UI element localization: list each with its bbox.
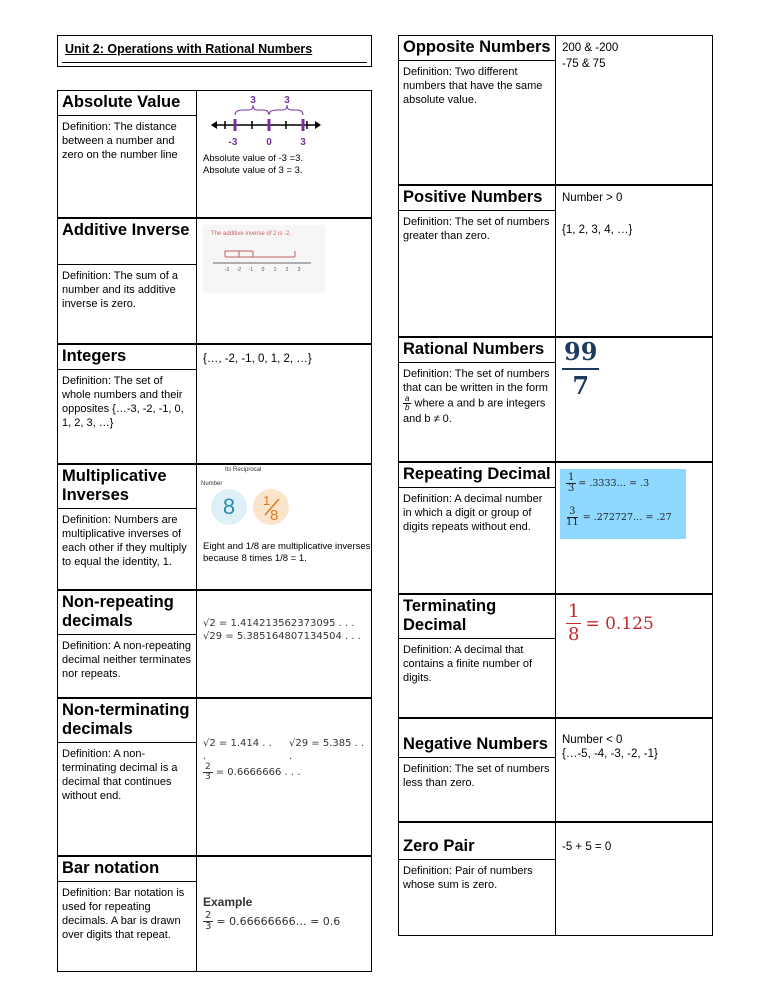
- rational-example-cell: [556, 337, 713, 462]
- additive-inverse-image-title: The additive inverse of 2 is -2.: [211, 231, 292, 237]
- nl-top-right-label: 3: [284, 95, 290, 106]
- non-repeating-term: Non-repeating decimals: [58, 593, 196, 635]
- svg-text:8: 8: [270, 507, 279, 524]
- rational-numbers-row: [398, 337, 713, 462]
- absolute-value-row: [57, 90, 372, 218]
- positive-definition: Definition: The set of numbers greater than zero.: [403, 216, 550, 242]
- abs-caption-1: Absolute value of -3 =3.: [203, 153, 304, 164]
- terminating-term: Terminating Decimal: [399, 597, 555, 639]
- zero-pair-example: -5 + 5 = 0: [562, 841, 612, 853]
- negative-example-2: {…-5, -4, -3, -2, -1}: [562, 748, 658, 760]
- ai-tick-0: -3: [224, 267, 230, 273]
- positive-term-cell: [398, 185, 556, 337]
- number-circle: [211, 489, 247, 525]
- non-repeating-line-1: √2 = 1.414213562373095 . . .: [203, 618, 355, 629]
- ai-tick-5: 2: [285, 267, 289, 273]
- ai-tick-4: 1: [273, 267, 277, 273]
- repeating-eq-1: = .3333… = .3: [578, 478, 650, 489]
- terminating-equation: = 0.125: [585, 613, 654, 634]
- bar-notation-term: Bar notation: [58, 859, 196, 882]
- rational-term: Rational Numbers: [399, 340, 555, 363]
- rational-term-cell: Rational Numbers Definition: The set of numbers that can be written in the form $\frac{a}{b}$ where a and b are integers and b ≠ 0.: [398, 337, 556, 462]
- unit-header: [57, 35, 372, 67]
- positive-example-2: {1, 2, 3, 4, …}: [562, 224, 633, 236]
- opposite-term: Opposite Numbers: [399, 38, 555, 61]
- non-terminating-definition: Definition: A non-terminating decimal is a decimal that continues without end.: [62, 748, 178, 802]
- additive-inverse-example-cell: [197, 218, 372, 344]
- repeating-term-cell: [398, 462, 556, 594]
- nl-pos-label: 3: [300, 137, 306, 148]
- additive-inverse-definition: Definition: The sum of a number and its additive inverse is zero.: [62, 270, 178, 310]
- integers-term: Integers: [58, 347, 196, 370]
- bar-notation-definition: Definition: Bar notation is used for repeating decimals. A bar is drawn over digits that repeat.: [62, 887, 185, 941]
- multiplicative-inverses-term-cell: [57, 464, 197, 590]
- non-repeating-row: [57, 590, 372, 698]
- non-repeating-term-cell: [57, 590, 197, 698]
- bar-notation-example-cell: Example $\frac{2}{3}$ = 0.66666666… = 0.6: [197, 856, 372, 972]
- ai-tick-1: -2: [236, 267, 242, 273]
- absolute-value-term-cell: [57, 90, 197, 218]
- repeating-decimal-row: [398, 462, 713, 594]
- positive-term: Positive Numbers: [399, 188, 555, 211]
- recip-label: Its Reciprocal: [225, 467, 262, 473]
- additive-inverse-row: [57, 218, 372, 344]
- additive-inverse-number-line: [203, 239, 325, 279]
- absolute-value-term: Absolute Value: [58, 93, 196, 116]
- rational-definition-a: Definition: The set of numbers that can be written in the form: [403, 368, 550, 394]
- reciprocal-circle: [253, 489, 289, 525]
- multiplicative-inverses-term: Multiplicative Inverses: [58, 467, 196, 509]
- multiplicative-inverses-row: [57, 464, 372, 590]
- absolute-value-example-cell: [197, 90, 372, 218]
- opposite-example-cell: [556, 35, 713, 185]
- svg-text:1: 1: [263, 493, 271, 508]
- opposite-term-cell: [398, 35, 556, 185]
- non-repeating-line-2: √29 = 5.385164807134504 . . .: [203, 631, 361, 642]
- multiplicative-inverses-example-cell: [197, 464, 372, 590]
- additive-inverse-image: [203, 225, 325, 293]
- nl-neg-label: -3: [228, 137, 238, 148]
- bar-example-title: Example: [203, 895, 253, 909]
- non-terminating-line-1a: √2 = 1.414 . . .: [203, 738, 272, 762]
- integers-definition: Definition: The set of whole numbers and their opposites {…-3, -2, -1, 0, 1, 2, 3, …}: [62, 375, 184, 429]
- abs-caption-2: Absolute value of 3 = 3.: [203, 165, 303, 176]
- positive-example-cell: [556, 185, 713, 337]
- number-line-diagram: [205, 93, 325, 151]
- non-terminating-example-cell: √2 = 1.414 . . . √29 = 5.385 . . . $\frac{2}{3}$ = 0.6666666 . . .: [197, 698, 372, 856]
- zero-pair-definition: Definition: Pair of numbers whose sum is zero.: [403, 865, 533, 891]
- rational-denominator: 7: [572, 371, 590, 400]
- additive-inverse-term-cell: [57, 218, 197, 344]
- negative-term: Negative Numbers: [399, 735, 555, 758]
- negative-example-1: Number < 0: [562, 734, 623, 746]
- multiplicative-caption: Eight and 1/8 are multiplicative inverses because 8 times 1/8 = 1.: [203, 541, 371, 564]
- repeating-term: Repeating Decimal: [399, 465, 555, 488]
- zero-pair-row: [398, 822, 713, 936]
- rational-fraction: [562, 337, 599, 400]
- opposite-definition: Definition: Two different numbers that have the same absolute value.: [403, 66, 543, 106]
- integers-example: {…, -2, -1, 0, 1, 2, …}: [203, 353, 312, 365]
- negative-numbers-row: [398, 718, 713, 822]
- bar-example-equation: = 0.66666666… = 0.6: [216, 915, 341, 928]
- rational-definition-b: where a and b are integers and b ≠ 0.: [403, 397, 546, 425]
- nl-zero-label: 0: [266, 137, 272, 148]
- absolute-value-definition: Definition: The distance between a number and zero on the number line: [62, 121, 178, 161]
- opposite-numbers-row: [398, 35, 713, 185]
- terminating-decimal-row: [398, 594, 713, 718]
- multiplicative-inverses-definition: Definition: Numbers are multiplicative inverses of each other if they multiply to equal the identity, 1.: [62, 514, 187, 568]
- non-terminating-line-2: = 0.6666666 . . .: [215, 767, 301, 778]
- non-repeating-definition: Definition: A non-repeating decimal neither terminates nor repeats.: [62, 640, 192, 680]
- ai-tick-6: 3: [297, 267, 301, 273]
- repeating-eq-2: = .272727… = .27: [582, 512, 672, 523]
- bar-notation-term-cell: [57, 856, 197, 972]
- integers-example-cell: [197, 344, 372, 464]
- repeating-decimal-image: $\frac{1}{3}$ = .3333… = .3 $\frac{3}{11}$ = .272727… = .27: [560, 469, 686, 539]
- non-terminating-line-1b: √29 = 5.385 . . .: [289, 738, 365, 762]
- left-column: [57, 30, 372, 941]
- integers-row: [57, 344, 372, 464]
- terminating-definition: Definition: A decimal that contains a finite number of digits.: [403, 644, 533, 684]
- positive-numbers-row: [398, 185, 713, 337]
- reciprocal-image: [201, 465, 311, 535]
- opposite-example-1: 200 & -200: [562, 42, 619, 54]
- number-label: Number: [201, 481, 223, 487]
- zero-pair-term-cell: [398, 822, 556, 936]
- bar-notation-row: [57, 856, 372, 972]
- zero-pair-term: Zero Pair: [399, 837, 555, 860]
- negative-definition: Definition: The set of numbers less than zero.: [403, 763, 550, 789]
- non-terminating-term-cell: [57, 698, 197, 856]
- ai-tick-3: 0: [261, 267, 265, 273]
- positive-example-1: Number > 0: [562, 192, 623, 204]
- non-terminating-row: [57, 698, 372, 856]
- page-title: Unit 2: Operations with Rational Numbers: [65, 42, 313, 56]
- non-repeating-example-cell: [197, 590, 372, 698]
- non-terminating-term: Non-terminating decimals: [58, 701, 196, 743]
- one-eighth-glyph: [253, 489, 289, 525]
- ai-tick-2: -1: [248, 267, 254, 273]
- rational-numerator: 99: [562, 340, 599, 370]
- nl-top-left-label: 3: [250, 95, 256, 106]
- negative-example-cell: [556, 718, 713, 822]
- opposite-example-2: -75 & 75: [562, 58, 606, 70]
- additive-inverse-term: Additive Inverse: [58, 221, 196, 265]
- one-eighth-fraction: $\frac{1}{8}$: [568, 601, 580, 645]
- terminating-example-cell: [556, 594, 713, 718]
- negative-term-cell: [398, 718, 556, 822]
- repeating-definition: Definition: A decimal number in which a digit or group of digits repeats without end.: [403, 493, 543, 533]
- zero-pair-example-cell: [556, 822, 713, 936]
- repeating-example-cell: [556, 462, 713, 594]
- number-eight: 8: [222, 494, 236, 519]
- integers-term-cell: [57, 344, 197, 464]
- terminating-term-cell: [398, 594, 556, 718]
